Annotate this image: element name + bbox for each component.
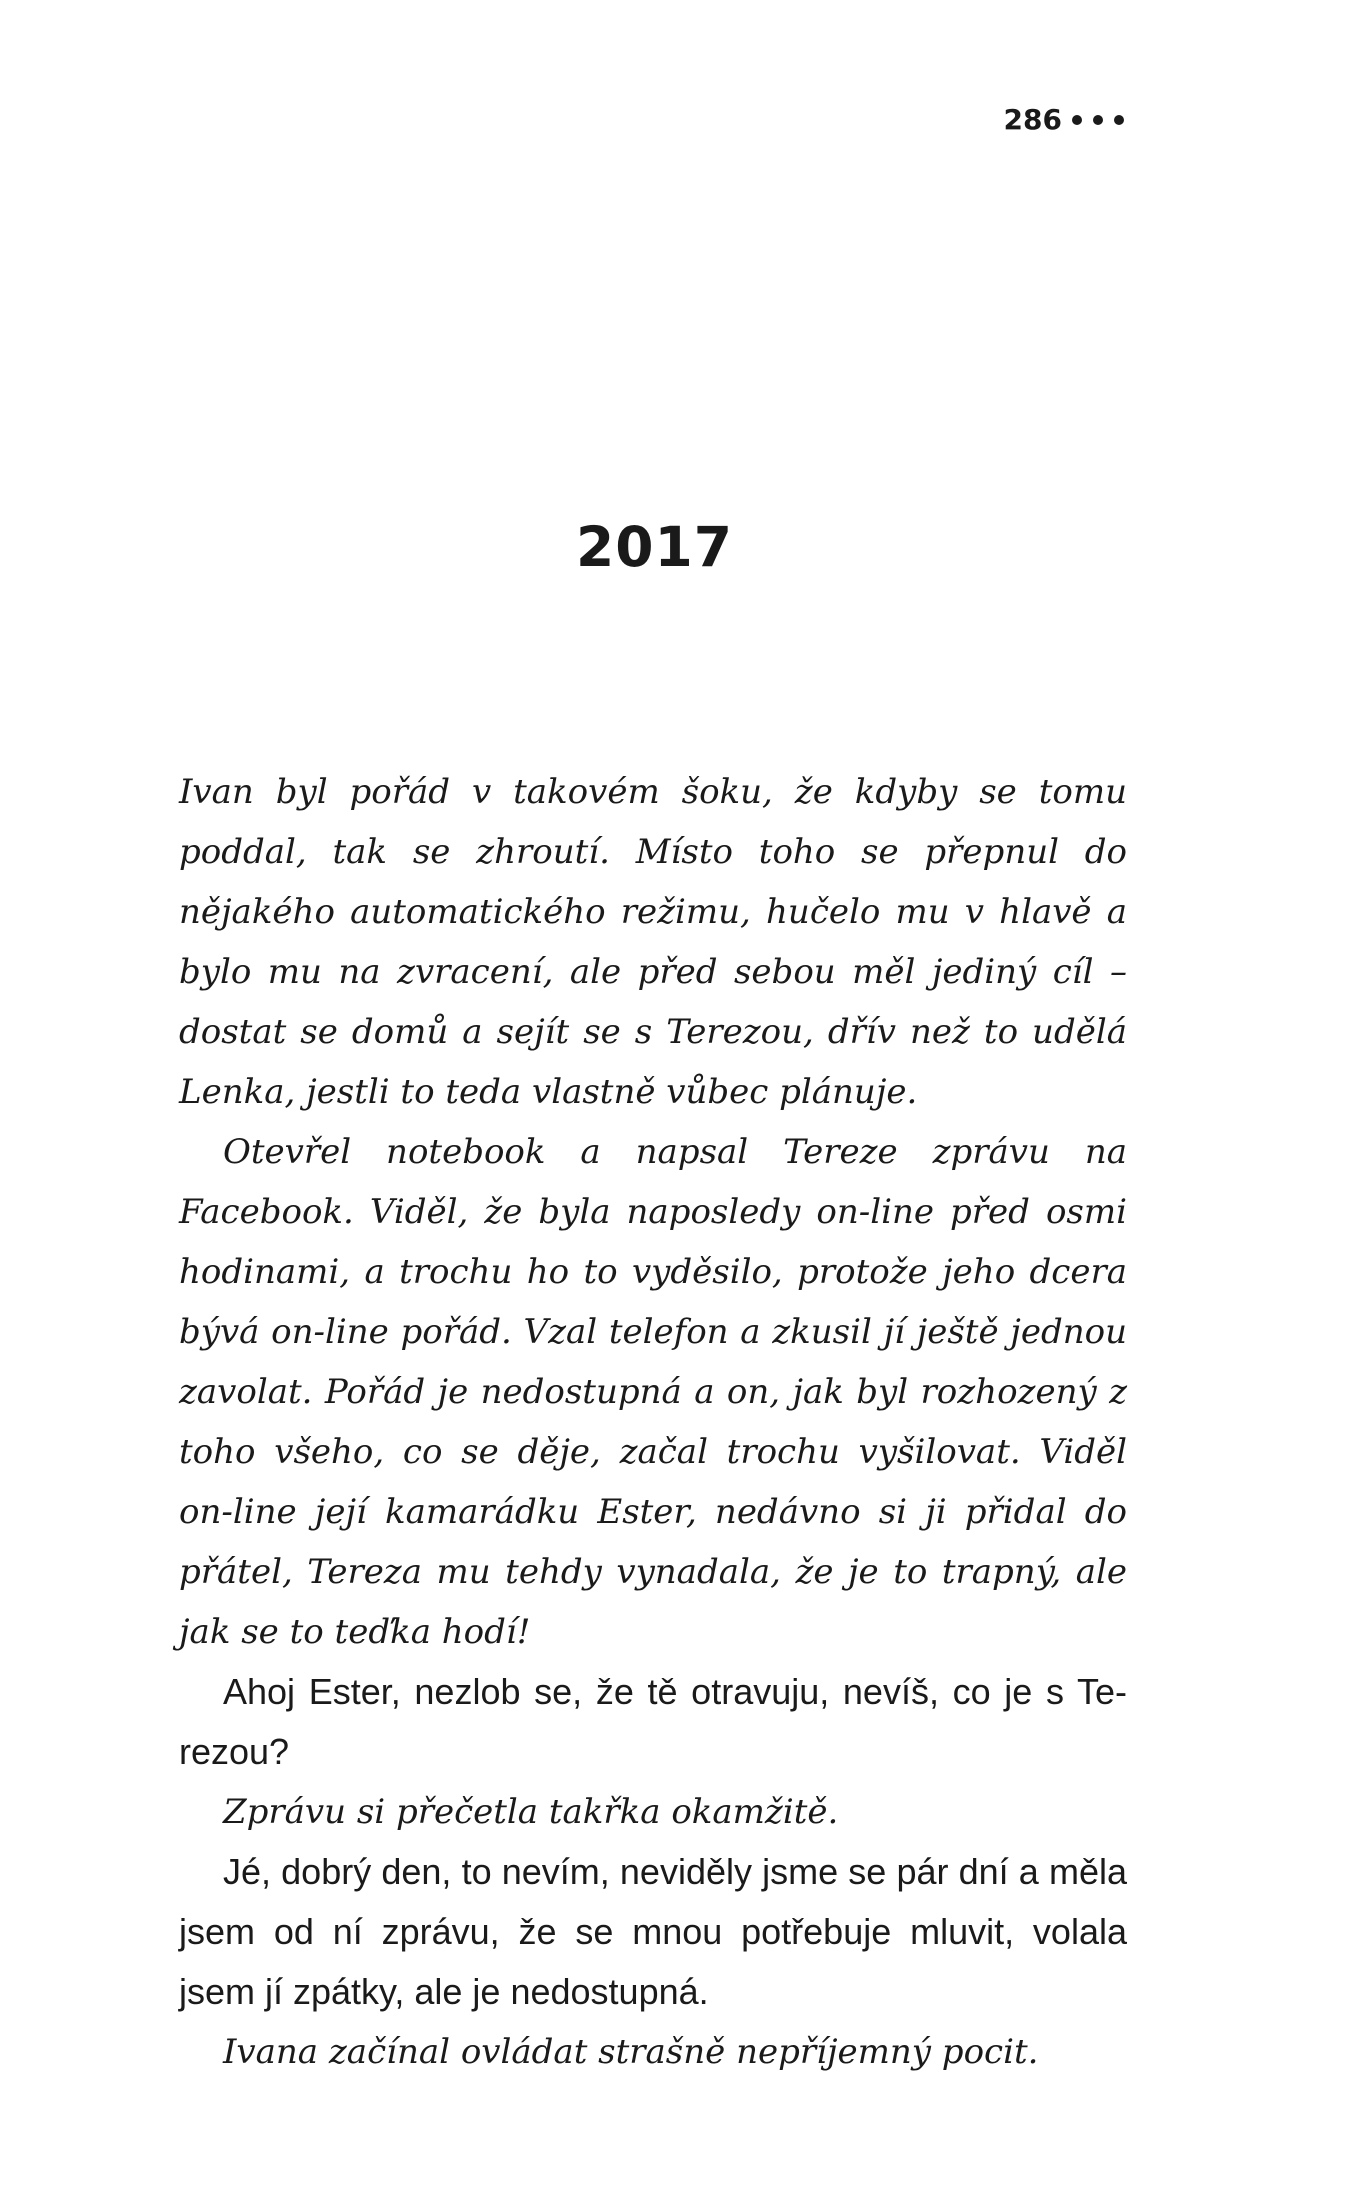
page-header	[1004, 103, 1124, 136]
body-text	[179, 762, 1127, 2082]
chapter-title: 2017	[575, 515, 734, 579]
page-number: 286	[1003, 103, 1062, 136]
paragraph: Jé, dobrý den, to nevím, neviděly jsme se pár dní a měla jsem od ní zprávu, že se mnou potřebuje mluvit, volala jsem jí zpátky, ale je nedostupná.	[179, 1851, 1127, 2012]
dot-icon	[1114, 115, 1124, 125]
dots-ornament	[1072, 115, 1124, 125]
paragraph: Zprávu si přečetla takřka okamžitě.	[223, 1792, 839, 1832]
paragraph: Ahoj Ester, nezlob se, že tě otravuju, nevíš, co je s Terezou?	[179, 1671, 1127, 1772]
dot-icon	[1093, 115, 1103, 125]
paragraph: Ivana začínal ovládat strašně nepříjemný pocit.	[223, 2032, 1039, 2072]
paragraph: Ivan byl pořád v takovém šoku, že kdyby se tomu poddal, tak se zhroutí. Místo toho se přepnul do nějakého automatického režimu, hučelo mu v hlavě a bylo mu na zvracení, ale před sebou měl jediný cíl – dostat se domů a sejít se s Terezou, dřív než to udělá Lenka, jestli to teda vlastně vůbec plánuje.	[179, 772, 1127, 1112]
paragraph: Otevřel notebook a napsal Tereze zprávu na Facebook. Viděl, že byla naposledy on-line před osmi hodinami, a trochu ho to vyděsilo, protože jeho dcera bývá on-line pořád. Vzal telefon a zkusil jí ještě jednou zavolat. Pořád je nedostupná a on, jak byl rozhozený z toho všeho, co se děje, začal trochu vyšilovat. Viděl on-line její kamarádku Ester, nedávno si ji přidal do přátel, Tereza mu tehdy vynadala, že je to trapný, ale jak se to teďka hodí!	[179, 1132, 1127, 1652]
dot-icon	[1072, 115, 1082, 125]
